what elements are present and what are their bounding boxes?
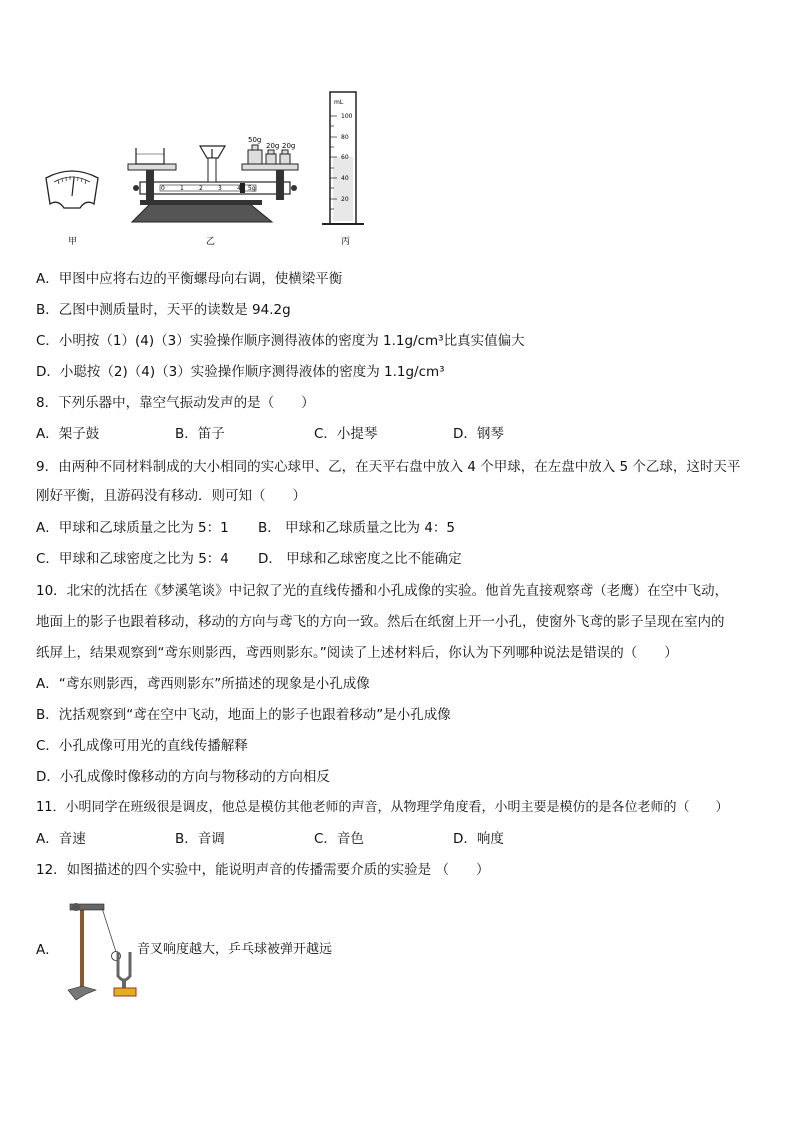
balance-icon [128, 145, 298, 222]
cylinder-unit: mL [334, 99, 344, 106]
q11-option-c: C．音色 [314, 831, 364, 847]
scale-tick-2: 2 [199, 185, 203, 192]
tuning-fork-stand-icon [68, 903, 121, 1000]
q8-option-d: D．钢琴 [453, 426, 504, 442]
scale-tick-0: 0 [161, 185, 165, 192]
scale-tick-4: 4 [237, 185, 241, 192]
q12-option-a-label: A． [36, 942, 59, 958]
q7-option-d: D．小聪按（2)（4)（3）实验操作顺序测得液体的密度为 1.1g/cm³ [36, 364, 445, 380]
q11-option-a: A．音速 [36, 831, 86, 847]
q8-stem: 8．下列乐器中，靠空气振动发声的是（ ） [36, 395, 315, 411]
weight-50g: 50g [248, 136, 262, 144]
q12-option-a-text: 音叉响度越大，乒乓球被弹开越远 [137, 942, 333, 957]
cylinder-tick-60: 60 [341, 154, 349, 161]
q9-option-d: D． 甲球和乙球密度之比不能确定 [258, 551, 462, 567]
q7-option-a: A．甲图中应将右边的平衡螺母向右调，使横梁平衡 [36, 271, 343, 287]
q12-stem: 12．如图描述的四个实验中，能说明声音的传播需要介质的实验是 （ ） [36, 862, 490, 878]
q7-option-c: C．小明按（1）(4)（3）实验操作顺序测得液体的密度为 1.1g/cm³比真实值偏大 [36, 333, 525, 349]
q8-option-a: A．架子鼓 [36, 426, 100, 442]
weight-20g-a: 20g [266, 142, 280, 150]
weight-20g-b: 20g [282, 142, 296, 150]
balance-figure [40, 86, 370, 256]
q10-option-d: D．小孔成像时像移动的方向与物移动的方向相反 [36, 769, 330, 785]
q10-option-a: A．“鸢东则影西，鸢西则影东”所描述的现象是小孔成像 [36, 676, 370, 692]
label-jia: 甲 [68, 237, 78, 247]
q11-stem: 11．小明同学在班级很是调皮，他总是模仿其他老师的声音，从物理学角度看，小明主要是模仿的是各位老师的（ ） [36, 800, 729, 815]
q10-option-c: C．小孔成像可用光的直线传播解释 [36, 738, 248, 754]
label-yi: 乙 [206, 237, 216, 247]
q8-option-b: B．笛子 [175, 426, 225, 442]
scale-tick-5: 5g [248, 185, 256, 192]
cylinder-tick-100: 100 [341, 113, 353, 120]
q8-option-c: C．小提琴 [314, 426, 378, 442]
q9-stem-2: 刚好平衡，且游码没有移动．则可知（ ） [36, 488, 306, 504]
tuning-fork-icon [114, 952, 136, 996]
q9-option-a: A．甲球和乙球质量之比为 5：1 [36, 520, 229, 536]
q11-option-d: D．响度 [453, 831, 504, 847]
cylinder-tick-20: 20 [341, 196, 349, 203]
q11-option-b: B．音调 [175, 831, 225, 847]
scale-tick-3: 3 [218, 185, 222, 192]
q7-option-b: B．乙图中测质量时，天平的读数是 94.2g [36, 302, 291, 318]
cylinder-tick-40: 40 [341, 175, 349, 182]
q10-stem-1: 10．北宋的沈括在《梦溪笔谈》中记叙了光的直线传播和小孔成像的实验。他首先直接观察鸢（老鹰）在空中飞动， [36, 583, 729, 599]
q10-option-b: B．沈括观察到“鸢在空中飞动，地面上的影子也跟着移动”是小孔成像 [36, 707, 451, 723]
q10-stem-3: 纸屏上，结果观察到“鸢东则影西，鸢西则影东。”阅读了上述材料后，你认为下列哪种说法是错误的（ ） [36, 645, 678, 661]
cylinder-tick-80: 80 [341, 134, 349, 141]
q9-option-c: C．甲球和乙球密度之比为 5：4 [36, 551, 229, 567]
dial-scale-icon [46, 171, 98, 208]
q9-option-b: B． 甲球和乙球质量之比为 4：5 [258, 520, 456, 536]
tuning-fork-figure [62, 896, 142, 1004]
scale-tick-1: 1 [180, 185, 184, 192]
q9-stem-1: 9．由两种不同材料制成的大小相同的实心球甲、乙，在天平右盘中放入 4 个甲球，在左盘中放入 5 个乙球，这时天平 [36, 459, 741, 475]
q10-stem-2: 地面上的影子也跟着移动，移动的方向与鸢飞的方向一致。然后在纸窗上开一小孔，使窗外飞鸢的影子呈现在室内的 [36, 614, 725, 630]
label-bing: 丙 [341, 237, 351, 247]
